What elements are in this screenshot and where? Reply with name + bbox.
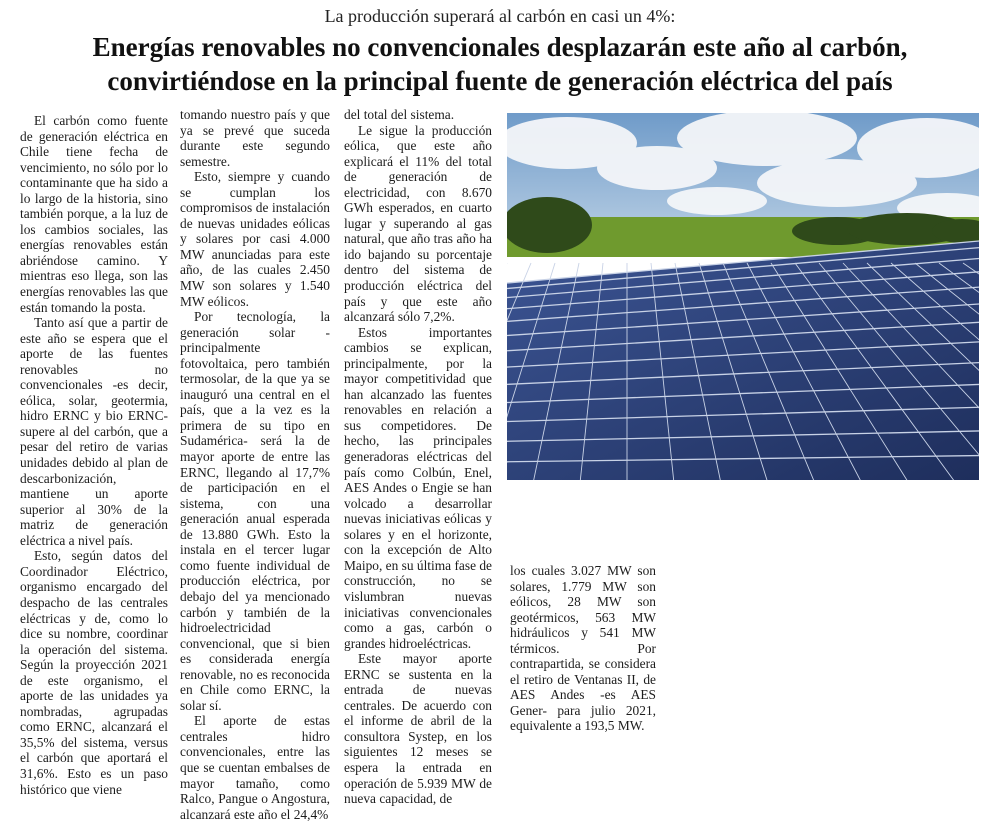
col3-paragraph-3: Estos importantes cambios se explican, principalmente, por la mayor competitividad que han alcanzado las fuentes renovables en relación a sus competidores. De hecho, las principales generadoras eléctricas del país como Colbún, Enel, AES Andes o Engie se han volcado a desarrollar nuevas iniciativas eólicas y solares y en el horizonte, con la excepción de Alto Maipo, en su última fase de construcción, no se vislumbran nuevas iniciativas convencionales como a gas, carbón o grandes hidroeléctricas.: [344, 324, 493, 651]
col2-paragraph-2: Esto, siempre y cuando se cumplan los compromisos de instalación de nuevas unidades eólicas y solares por casi 4.000 MW anunciadas para este año, de las cuales 2.450 MW son solares y 1.540 MW eólicos.: [180, 169, 330, 309]
col2-paragraph-3: Por tecnología, la generación solar -principalmente fotovoltaica, pero también termosolar, de la que ya se inauguró una central en el país, que a la vez es la primera de su tipo en Sudamérica- será la de mayor aporte de entre las ERNC, llegando al 17,7% de participación en el sistema, con una generación anual esperada de 13.880 GWh. Esto la instala en el tercer lugar como fuente individual de producción eléctrica, por debajo del ya mencionado carbón y también de la hidroelectricidad convencional, que si bien es considerada energía renovable, no es reconocida en Chile como ERNC, la solar sí.: [180, 309, 330, 713]
col2-paragraph-1: tomando nuestro país y que ya se prevé que suceda durante este segundo semestre.: [180, 107, 330, 169]
col1-paragraph-1: El carbón como fuente de generación eléctrica en Chile tiene fecha de vencimiento, no sólo por lo contaminante que ha sido a lo largo de la historia, sino también porque, a la luz de los cambios sociales, las energías renovables están abriéndose camino. Y mientras eso llega, son las energías renovables las que están tomando la posta.: [20, 113, 168, 315]
article-column-3: [344, 107, 492, 807]
headline-line-2: convirtiéndose en la principal fuente de generación eléctrica del país: [107, 66, 893, 96]
col2-paragraph-4: El aporte de estas centrales hidro convencionales, entre las que se cuentan embalses de mayor tamaño, como Ralco, Pangue o Angostura, alcanzará este año el 24,4%: [180, 713, 330, 822]
col4-paragraph-1: los cuales 3.027 MW son solares, 1.779 MW son eólicos, 28 MW son geotérmicos, 563 MW hidráulicos y 541 MW térmicos. Por contrapartida, se considera el retiro de Ventanas II, de AES Andes -es AES Gener- para julio 2021, equivalente a 193,5 MW.: [510, 563, 656, 734]
article-column-4: [510, 563, 656, 734]
article-column-1: [20, 113, 168, 797]
col3-paragraph-4: Este mayor aporte ERNC se sustenta en la entrada de nuevas centrales. De acuerdo con el informe de abril de la consultora Systep, en los siguientes 12 meses se espera la entrada en operación de 5.939 MW de nueva capacidad, de: [344, 651, 492, 807]
solar-farm-illustration: [507, 113, 979, 480]
col3-paragraph-1: del total del sistema.: [344, 107, 455, 122]
col1-paragraph-3: Esto, según datos del Coordinador Eléctrico, organismo encargado del despacho de las centrales eléctricas y de, como lo dice su nombre, coordinar la operación del sistema. Según la proyección 2021 de este organismo, el aporte de las unidades ya nombradas, agrupadas como ERNC, alcanzará el 35,5% del sistema, versus el carbón que aportará el 31,6%. Esto es un paso histórico que viene: [20, 548, 168, 797]
col3-paragraph-2: Le sigue la producción eólica, que este año explicará el 11% del total de generación de electricidad, con 8.670 GWh esperados, en cuarto lugar y superando al gas natural, que año tras año ha ido bajando su porcentaje dentro del sistema de producción eléctrica del país y que este año alcanzará sólo 7,2%.: [344, 122, 492, 325]
article-headline: [0, 30, 1000, 98]
col1-paragraph-2: Tanto así que a partir de este año se espera que el aporte de las fuentes renovables no convencionales -es decir, eólica, solar, geotermia, hidro ERNC y bio ERNC- supere al del carbón, que a pesar del retiro de varias unidades debido al plan de descarbonización, mantiene un aporte superior al 30% de la matriz de generación eléctrica a nivel país.: [20, 315, 168, 548]
solar-farm-photo: [507, 113, 979, 480]
article-column-2: [180, 107, 330, 822]
headline-line-1: Energías renovables no convencionales desplazarán este año al carbón,: [92, 32, 908, 62]
article-kicker: La producción superará al carbón en casi un 4%:: [324, 6, 676, 26]
